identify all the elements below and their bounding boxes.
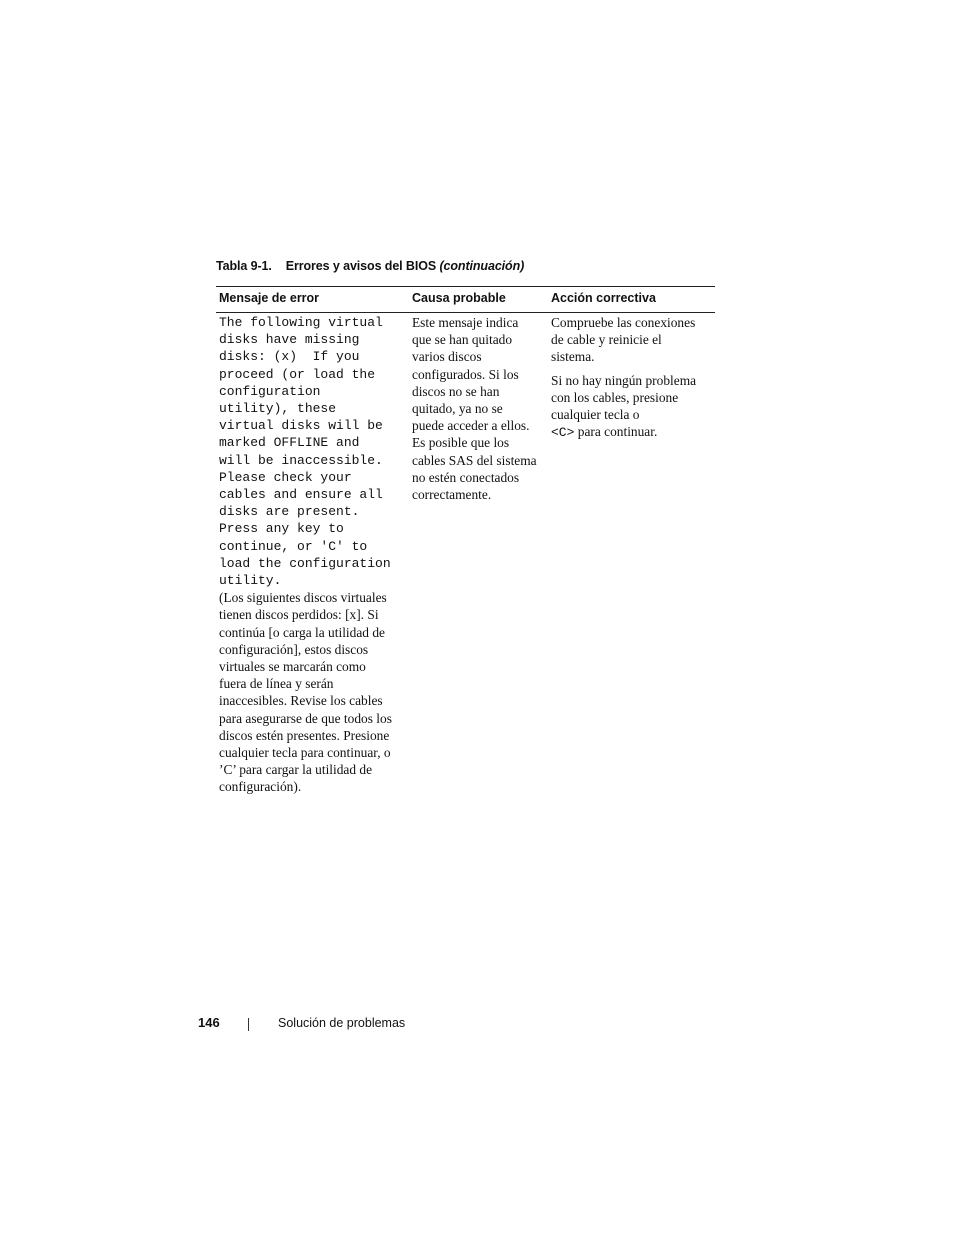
corrective-action-cell (551, 314, 715, 441)
page-footer (0, 1015, 954, 1035)
corrective-action-para-2 (551, 372, 715, 442)
footer-divider (248, 1018, 249, 1031)
section-name: Solución de problemas (278, 1016, 406, 1030)
error-message-text: The following virtual disks have missing disks: (x) If you proceed (or load the configuration utility), these virtual disks will be marked OFFLINE and will be inaccessible. Please check your cables and ensure all disks are present. Press any key to continue, or 'C' to load the configuration utility. (219, 315, 391, 589)
probable-cause-text: Este mensaje indica que se han quitado varios discos configurados. Si los discos no se han quitado, ya no se puede acceder a ellos. Es posible que los cables SAS del sistema no estén conectados correctamente. (412, 315, 537, 503)
key-c: <C> (551, 425, 575, 441)
header-corrective-action: Acción correctiva (551, 291, 656, 305)
probable-cause-cell (412, 314, 547, 503)
table-title: Errores y avisos del BIOS (285, 259, 437, 273)
corrective-action-para-2-lines: Si no hay ningún problema con los cables, presione cualquier tecla o (551, 372, 697, 423)
table-number: Tabla 9-1. (216, 259, 272, 273)
bios-errors-table (216, 286, 715, 813)
error-message-translation: (Los siguientes discos virtuales tienen discos perdidos: [x]. Si continúa [o carga la utilidad de configuración], estos discos virtuales se marcarán como fuera de línea y serán inaccesibles. Revise los cables para asegurarse de que todos los discos estén presentes. Presione cualquier tecla para continuar, o ’C’ para cargar la utilidad de configuración). (219, 590, 392, 795)
header-probable-cause: Causa probable (412, 291, 506, 305)
corrective-action-tail: para continuar. (574, 424, 658, 440)
header-error-message: Mensaje de error (219, 291, 320, 305)
corrective-action-para-1: Compruebe las conexiones de cable y reinicie el sistema. (551, 315, 696, 365)
table-row (216, 313, 715, 813)
page-number: 146 (198, 1015, 220, 1030)
table-continuation: (continuación) (439, 259, 525, 273)
table-header-row (216, 287, 715, 312)
error-message-cell (219, 314, 409, 796)
table-caption (216, 259, 524, 273)
